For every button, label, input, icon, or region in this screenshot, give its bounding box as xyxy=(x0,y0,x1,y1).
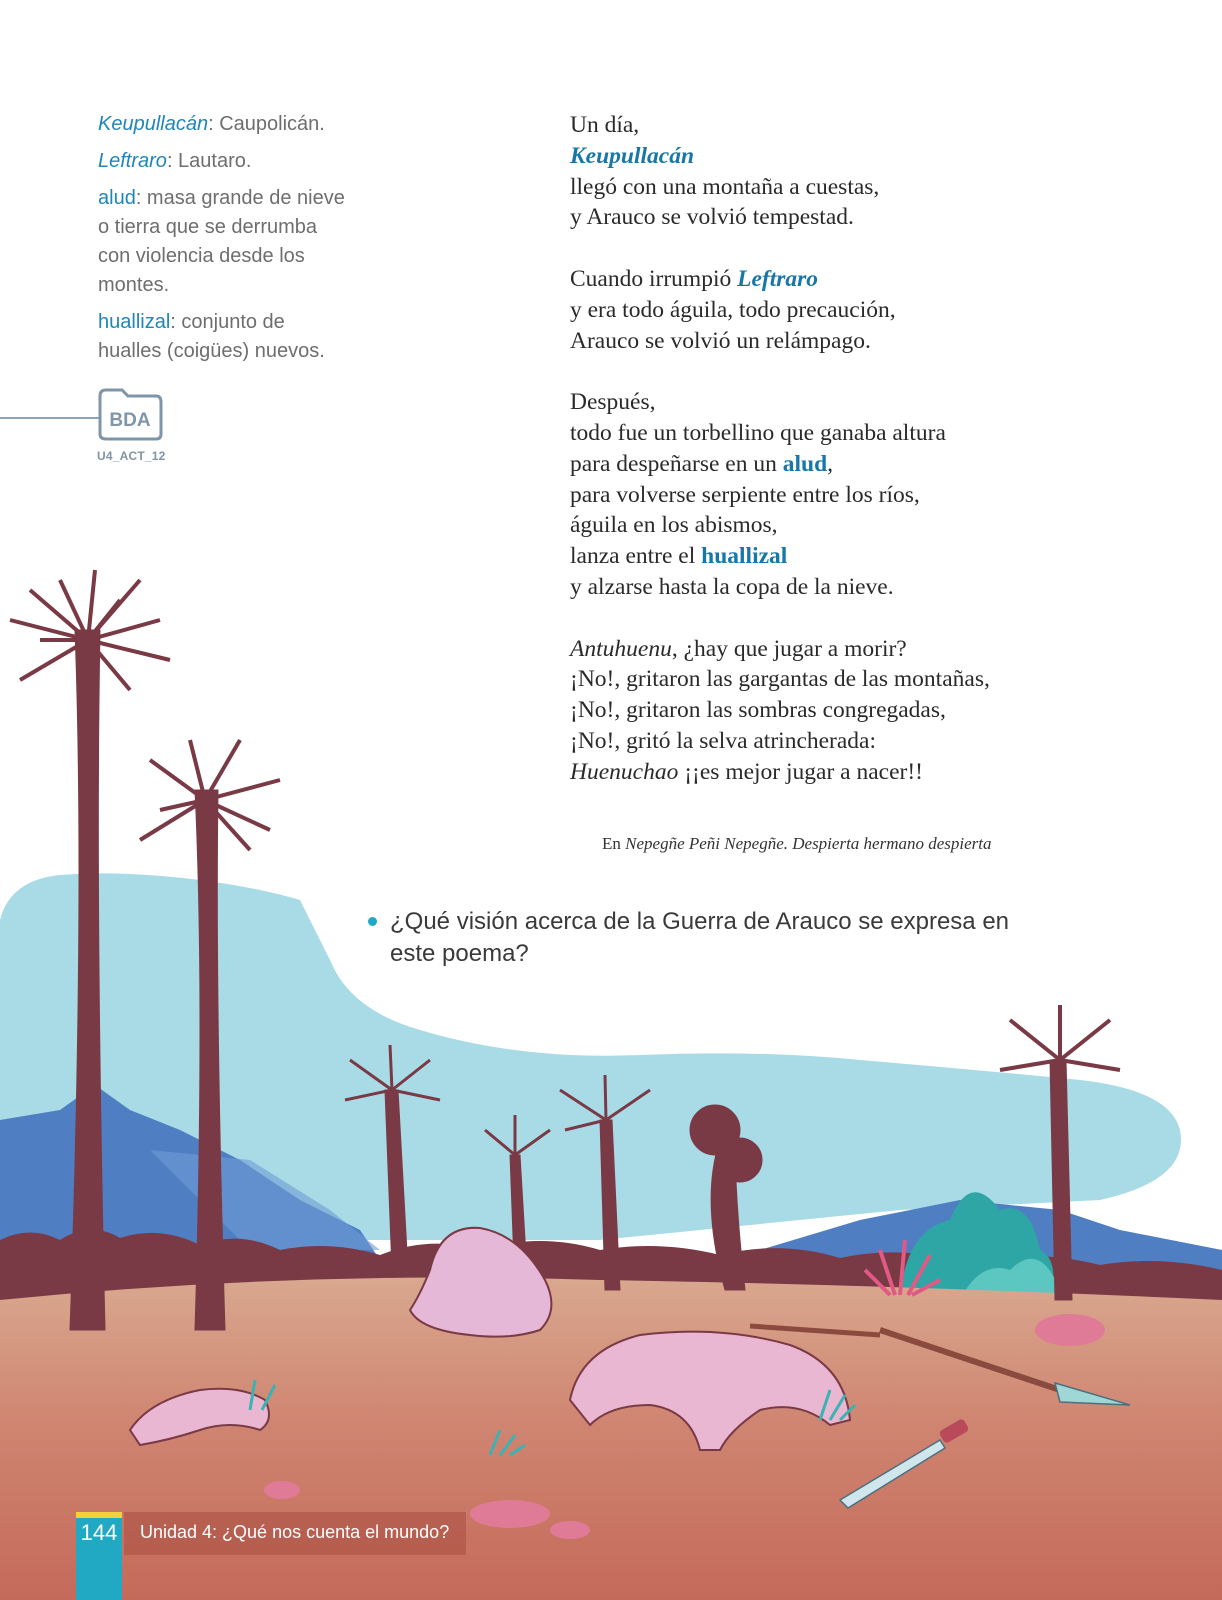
poem-line xyxy=(570,264,1050,295)
page-number: 144 xyxy=(80,1520,118,1545)
poem-line: para volverse serpiente entre los ríos, xyxy=(570,481,920,508)
glossary-entry xyxy=(98,147,348,176)
poem-line: y era todo águila, todo precaución, xyxy=(570,296,896,323)
question: ¿Qué visión acerca de la Guerra de Arauco se expresa en este poema? xyxy=(390,908,1010,967)
poem-line: ¡No!, gritó la selva atrincherada: xyxy=(570,727,877,754)
poem-line: ¡No!, gritaron las sombras congregadas, xyxy=(570,697,946,724)
poem-text: Cuando irrumpió xyxy=(570,265,738,292)
poem-line: Después, xyxy=(570,389,656,416)
source-title: Nepegñe Peñi Nepegñe. Despierta hermano despierta xyxy=(625,834,992,853)
bda-code: U4_ACT_12 xyxy=(97,449,166,463)
poem-line xyxy=(570,449,1050,480)
glossary-entry xyxy=(98,110,348,139)
poem-line xyxy=(570,634,1050,665)
glossary-term: huallizal xyxy=(98,311,171,333)
badge-connector-line xyxy=(0,417,100,419)
glossary-definition: : conjunto de hualles (coigües) nuevos. xyxy=(98,311,325,362)
poem-line: y Arauco se volvió tempestad. xyxy=(570,204,854,231)
poem-line: Arauco se volvió un relámpago. xyxy=(570,327,871,354)
source-prefix: En xyxy=(602,834,626,853)
stanza-2 xyxy=(570,264,1050,356)
glossary-word: huallizal xyxy=(701,543,788,570)
glossary-definition: : Caupolicán. xyxy=(208,113,325,135)
glossary-entry xyxy=(98,184,348,300)
poem-text: lanza entre el xyxy=(570,543,702,570)
bullet-icon xyxy=(368,917,377,926)
glossary-term: Leftraro xyxy=(98,150,167,172)
poem-line: todo fue un torbellino que ganaba altura xyxy=(570,419,946,446)
bda-folder-icon[interactable] xyxy=(96,386,164,442)
poem-line xyxy=(570,757,1050,788)
bda-label: BDA xyxy=(109,410,151,431)
glossary-word: Keupullacán xyxy=(570,142,695,169)
poem-text: , ¿hay que jugar a morir? xyxy=(671,635,907,662)
stanza-3 xyxy=(570,387,1050,603)
glossary-entry xyxy=(98,308,348,366)
poem xyxy=(570,110,1050,818)
stanza-4 xyxy=(570,634,1050,788)
glossary-word: alud xyxy=(782,450,828,477)
poem-line: águila en los abismos, xyxy=(570,512,778,539)
poem-text: , xyxy=(827,450,834,477)
source-citation xyxy=(602,834,992,854)
glossary-word: Leftraro xyxy=(737,265,819,292)
poem-line: llegó con una montaña a cuestas, xyxy=(570,173,880,200)
poem-text: Antuhuenu xyxy=(570,635,672,662)
glossary-definition: : masa grande de nieve o tierra que se derrumba con violencia desde los montes. xyxy=(98,187,345,296)
unit-label: Unidad 4: ¿Qué nos cuenta el mundo? xyxy=(140,1522,450,1542)
glossary-term: alud xyxy=(98,187,136,209)
poem-line xyxy=(570,141,1050,172)
poem-text: para despeñarse en un xyxy=(570,450,783,477)
glossary xyxy=(98,110,348,374)
poem-text: ¡¡es mejor jugar a nacer!! xyxy=(678,758,923,785)
glossary-term: Keupullacán xyxy=(98,113,209,135)
poem-line: Un día, xyxy=(570,112,640,138)
stanza-1 xyxy=(570,110,1050,233)
page-tab-accent xyxy=(76,1512,122,1518)
poem-line xyxy=(570,541,1050,572)
poem-text: Huenuchao xyxy=(570,758,679,785)
poem-line: y alzarse hasta la copa de la nieve. xyxy=(570,573,894,600)
poem-line: ¡No!, gritaron las gargantas de las montañas, xyxy=(570,666,990,693)
glossary-definition: : Lautaro. xyxy=(166,150,252,172)
